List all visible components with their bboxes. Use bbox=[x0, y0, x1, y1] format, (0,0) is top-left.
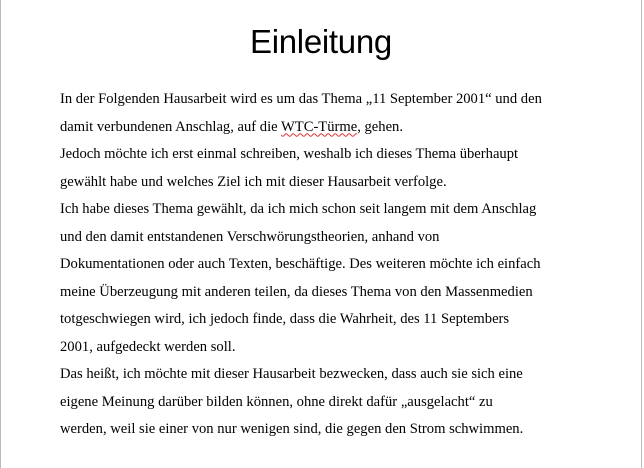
text-line: totgeschwiegen wird, ich jedoch finde, dass die Wahrheit, des 11 Septembers bbox=[60, 311, 510, 327]
text-line-part: , gehen. bbox=[357, 118, 403, 135]
misspelled-word[interactable]: WTC-Türme bbox=[281, 118, 358, 135]
text-line-part: damit verbundenen Anschlag, auf die bbox=[60, 118, 282, 135]
document-title: Einleitung bbox=[250, 23, 392, 60]
text-line: meine Überzeugung mit anderen teilen, da dieses Thema von den Massenmedien bbox=[60, 283, 533, 300]
text-line: Jedoch möchte ich erst einmal schreiben, weshalb ich dieses Thema überhaupt bbox=[60, 146, 519, 162]
text-line: In der Folgenden Hausarbeit wird es um das Thema „11 September 2001“ und den bbox=[60, 91, 542, 107]
text-line: Dokumentationen oder auch Texten, beschäftige. Des weiteren möchte ich einfach bbox=[60, 256, 541, 272]
text-line bbox=[60, 118, 403, 136]
text-line: gewählt habe und welches Ziel ich mit dieser Hausarbeit verfolge. bbox=[60, 173, 447, 190]
text-line: Ich habe dieses Thema gewählt, da ich mich schon seit langem mit dem Anschlag bbox=[60, 201, 537, 217]
text-line: werden, weil sie einer von nur wenigen sind, die gegen den Strom schwimmen. bbox=[60, 421, 524, 437]
text-line: und den damit entstandenen Verschwörungstheorien, anhand von bbox=[60, 228, 440, 245]
text-line: Das heißt, ich möchte mit dieser Hausarbeit bezwecken, dass auch sie sich eine bbox=[60, 366, 523, 382]
text-line: 2001, aufgedeckt werden soll. bbox=[60, 338, 236, 355]
text-line: eigene Meinung darüber bilden können, ohne direkt dafür „ausgelacht“ zu bbox=[60, 393, 493, 410]
